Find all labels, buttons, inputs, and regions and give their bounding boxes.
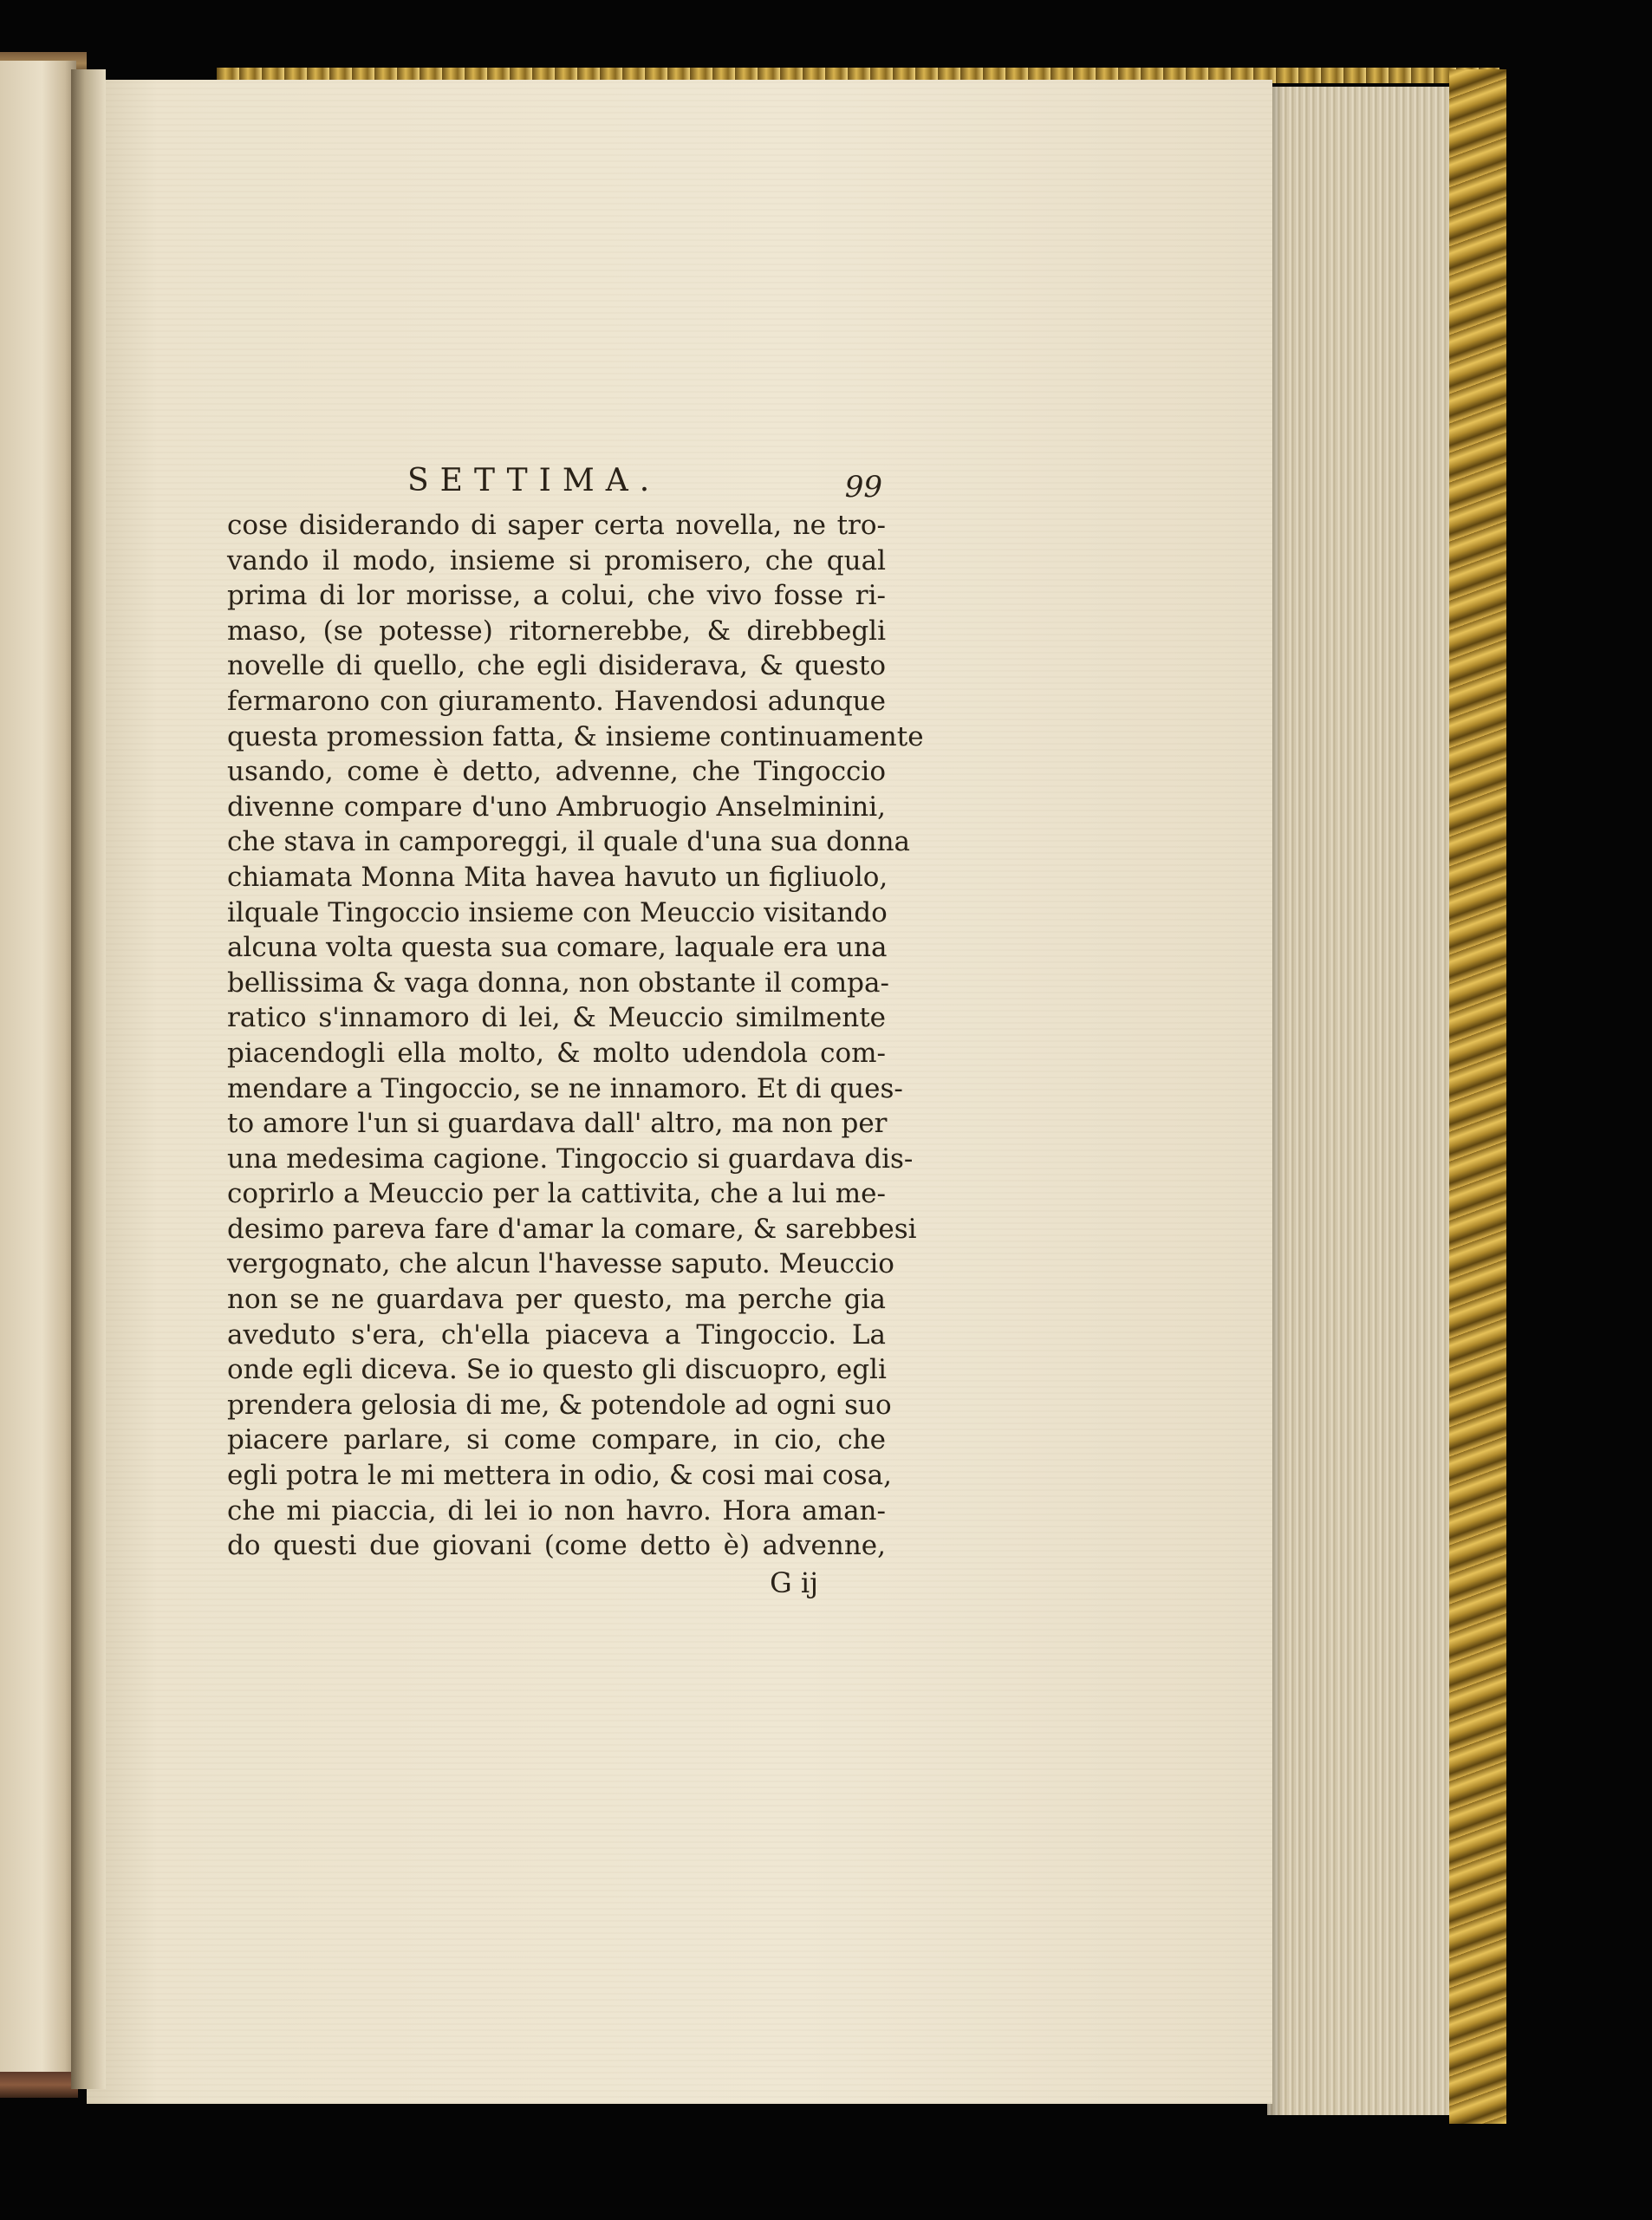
text-line: piacere parlare, si come compare, in cio, che: [227, 1424, 886, 1456]
text-line: onde egli diceva. Se io questo gli discuopro, egli: [227, 1354, 887, 1386]
text-line: do questi due giovani (come detto è) advenne,: [227, 1530, 886, 1562]
text-line: usando, come è detto, advenne, che Tingoccio: [227, 756, 886, 788]
signature-mark: G ij: [770, 1566, 818, 1599]
text-line: una medesima cagione. Tingoccio si guardava dis-: [227, 1143, 914, 1175]
running-head: [227, 463, 886, 508]
body-text: [227, 508, 924, 1564]
text-line: che stava in camporeggi, il quale d'una sua donna: [227, 826, 911, 858]
text-line: maso, (se potesse) ritornerebbe, & direbbegli: [227, 615, 886, 647]
text-line: che mi piaccia, di lei io non havro. Hora aman-: [227, 1494, 886, 1527]
fore-edge-pages: [1267, 87, 1458, 2115]
text-line: novelle di quello, che egli disiderava, & questo: [227, 650, 886, 682]
text-line: vergognato, che alcun l'havesse saputo. Meuccio: [227, 1248, 894, 1280]
text-line: alcuna volta questa sua comare, laquale era una: [227, 932, 888, 964]
text-line: non se ne guardava per questo, ma perche gia: [227, 1284, 886, 1316]
text-line: fermarono con giuramento. Havendosi adunque: [227, 685, 886, 717]
text-line: vando il modo, insieme si promisero, che qual: [227, 544, 886, 576]
text-line: mendare a Tingoccio, se ne innamoro. Et di ques-: [227, 1072, 903, 1104]
text-line: desimo pareva fare d'amar la comare, & sarebbesi: [227, 1213, 917, 1245]
page-number: 99: [844, 470, 882, 505]
text-block: [227, 463, 924, 1602]
text-line: ratico s'innamoro di lei, & Meuccio similmente: [227, 1002, 886, 1034]
text-line: divenne compare d'uno Ambruogio Anselminini,: [227, 791, 886, 823]
text-line: piacendogli ella molto, & molto udendola com-: [227, 1037, 886, 1069]
gilt-spine: [1449, 69, 1506, 2124]
text-line: aveduto s'era, ch'ella piaceva a Tingoccio. La: [227, 1318, 886, 1351]
left-binding-bottom: [0, 2072, 78, 2098]
text-line: cose disiderando di saper certa novella, ne tro-: [227, 510, 886, 541]
text-line: questa promession fatta, & insieme continuamente: [227, 720, 924, 752]
text-line: chiamata Monna Mita havea havuto un figliuolo,: [227, 861, 888, 893]
text-line: to amore l'un si guardava dall' altro, ma non per: [227, 1108, 888, 1140]
text-line: bellissima & vaga donna, non obstante il compa-: [227, 967, 889, 999]
text-line: ilquale Tingoccio insieme con Meuccio visitando: [227, 896, 888, 928]
text-line: prendera gelosia di me, & potendole ad ogni suo: [227, 1389, 892, 1421]
text-line: prima di lor morisse, a colui, che vivo fosse ri-: [227, 580, 886, 612]
left-page-edge: [0, 61, 76, 2080]
gutter-shadow: [71, 69, 106, 2089]
text-line: egli potra le mi mettera in odio, & cosi mai cosa,: [227, 1460, 893, 1492]
running-title: SETTIMA.: [407, 463, 661, 498]
text-line: coprirlo a Meuccio per la cattivita, che a lui me-: [227, 1178, 886, 1210]
